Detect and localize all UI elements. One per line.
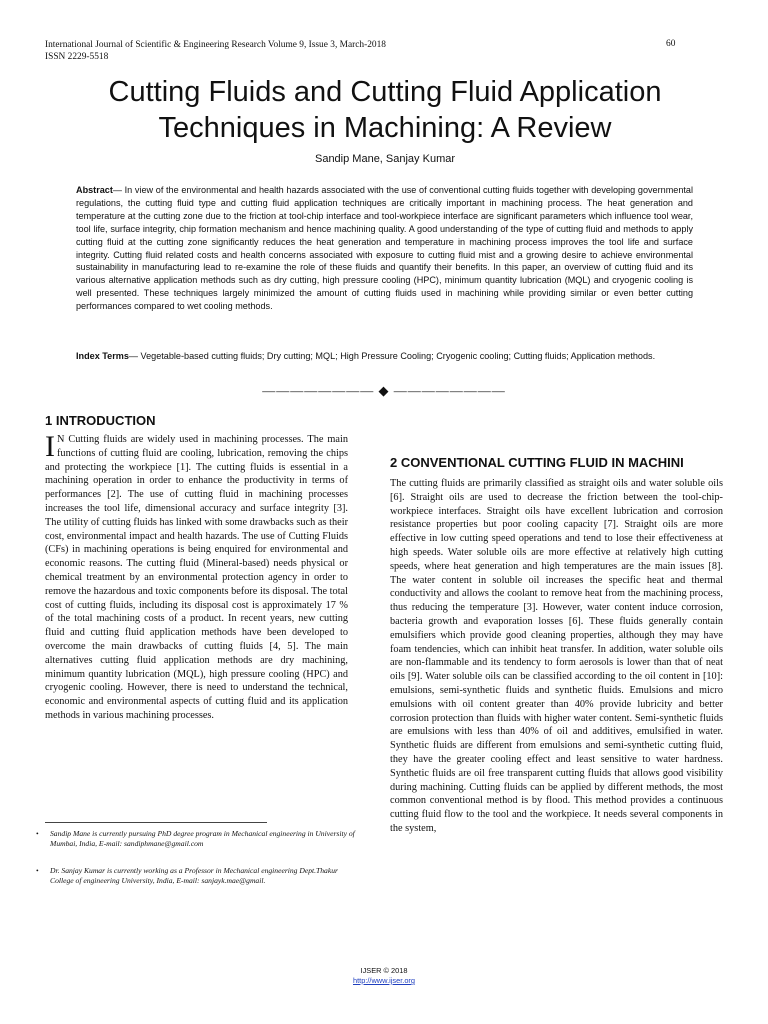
section-divider: ———————— ◆ ———————— xyxy=(262,383,506,398)
page-number: 60 xyxy=(666,39,676,49)
copyright-notice: IJSER © 2018 xyxy=(360,966,408,975)
section-2-body: The cutting fluids are primarily classified as straight oils and water soluble oils [6]. Straight oils are used to decrease the friction between the tool-chip-workpiece interfaces. Straight oils have excellent lubrication and corrosion resistance properties but poor cooling capacity [7]. Straight oils are more effective in low cutting speed operations and tend to lose their effectiveness at high speeds. Water soluble oils are more effective at relatively high cutting speeds, where heat generation and high temperatures are the main issues [8]. The water content in soluble oil increases the specific heat and thermal conductivity and allows the coolant to remove heat from the machining process, thus reducing the temperature [3]. However, water content induce corrosion, bacteria growth and evaporation losses [6]. These fluids generally contain emulsifiers which provide good cleaning properties, although they may have foam tendencies, which can inhibit heat transfer. In addition, water soluble oils are non-flammable and its tendency to form aerosols is lower than that of neat oils [9]. Water soluble oils can be classified according to the oil content in [10]: emulsions, semi-synthetic fluids and synthetic fluids. Emulsions and micro emulsions with oil content greater than 40% provide lubricity and better corrosion protection than fluids with higher water content. Semi-synthetic fluids are emulsions with less than 40% of oil and additives, emulsified in water. Synthetic fluids are different from emulsions and semi-synthetic cutting fluid, they have the greater cooling effect and least sensitive to water hardness. Synthetic fluids are oil free transparent cutting fluids that allows good visibility during machining. Cutting fluids can be applied by different methods, the most common conventional method is by flood. This method provides a continuous cutting fluid flow to the tool and the workpiece. It needs several components in the system, xyxy=(390,478,723,834)
section-2-heading: 2 CONVENTIONAL CUTTING FLUID IN MACHINI xyxy=(390,455,684,470)
section-1-heading: 1 INTRODUCTION xyxy=(45,413,156,428)
page-footer xyxy=(334,966,434,986)
journal-url-link[interactable]: http://www.ijser.org xyxy=(352,976,416,985)
abstract-label: Abstract xyxy=(76,185,113,195)
author-list: Sandip Mane, Sanjay Kumar xyxy=(314,153,456,165)
introduction-body xyxy=(45,430,348,723)
bullet-icon: • xyxy=(36,866,39,875)
footnote-text: Sandip Mane is currently pursuing PhD degree program in Mechanical engineering in University of Mumbai, India, E-mail: sandiphmane@gmail.com xyxy=(50,829,355,849)
issn: ISSN 2229-5518 xyxy=(45,52,109,62)
index-terms-dash: — xyxy=(128,351,141,361)
footnote-text: Dr. Sanjay Kumar is currently working as a Professor in Mechanical engineering Dept.Thakur College of engineering University, India, E-mail: sanjayk.mae@gmail. xyxy=(50,866,338,886)
footnote-author-2 xyxy=(36,866,356,887)
footnote-rule xyxy=(45,822,267,823)
abstract xyxy=(76,184,693,313)
footnote-author-1 xyxy=(36,829,356,850)
abstract-text: In view of the environmental and health hazards associated with the use of conventional cutting fluids together with developing governmental regulations, the cutting fluid type and cutting fluid application techniques are critically important in machining process. The heat generation and temperature at the cutting zone due to the friction at tool-chip interface and tool-workpiece interface are significant parameters which influence tool wear, tool life, surface integrity, chip formation mechanism and hence machining quality. A good understanding of the type of cutting fluid and methods to apply cutting fluid at the cutting zone significantly reduces the heat generation and temperature in machining process improves the tool life and surface integrity. Cutting fluid related costs and health concerns associated with exposure to cutting fluid mist and a growing desire to achieve environmental sustainability in manufacturing lead to re-examine the role of these fluids and quantify their benefits. In this paper, an overview of cutting fluid and its various alternative application methods such as dry cutting, high pressure cooling (HPC), minimum quantity lubrication (MQL) and cryogenic cooling is well presented. These techniques largely minimized the amount of cutting fluids used in machining while providing similar or even better cutting performances compared to wet cooling methods. xyxy=(76,185,693,312)
dropcap-letter: I xyxy=(45,430,55,463)
bullet-icon: • xyxy=(36,829,39,838)
introduction-text: N Cutting fluids are widely used in machining processes. The main functions of cutting fluid are cooling, lubrication, removing the chips and protecting the workpiece [1]. The cutting fluids is essential in a machining operation in order to enhance the productivity in terms of performances [2]. The use of cutting fluid in machining processes increases the tool life, dimensional accuracy and surface integrity [3]. The utility of cutting fluids has linked with some drawbacks such as their cost, environmental impact and health hazards. The use of Cutting Fluids (CFs) in machining operations is being enquired for environmental and economic reasons. The cutting fluid (Mineral-based) needs physical or chemical treatment by an environmental protection agency in order to remove the hazardous and toxic components before its disposal. The total cost of cutting fluids, including its disposal cost is approximately 17 % of the total machining costs of a product. In recent years, new cutting fluid and cutting fluid application methods have been developed to overcome the main drawbacks of cutting fluids [4, 5]. The main alternatives cutting fluid application methods are dry machining, minimum quantity lubrication (MQL), high pressure cooling (HPC) and cryogenic cooling. However, there is need to understand the technical, economic and environmental aspects of cutting fluid and its application methods in various machining processes. xyxy=(45,434,348,721)
journal-citation: International Journal of Scientific & Engineering Research Volume 9, Issue 3, March-2018 xyxy=(45,40,386,50)
index-terms-label: Index Terms xyxy=(76,351,129,361)
abstract-dash: — xyxy=(112,185,125,195)
index-terms-text: Vegetable-based cutting fluids; Dry cutting; MQL; High Pressure Cooling; Cryogenic cooling; Cutting fluids; Application methods. xyxy=(140,351,656,361)
index-terms xyxy=(76,350,693,363)
paper-title: Cutting Fluids and Cutting Fluid Application Techniques in Machining: A Review xyxy=(108,76,662,144)
running-header xyxy=(45,39,386,63)
